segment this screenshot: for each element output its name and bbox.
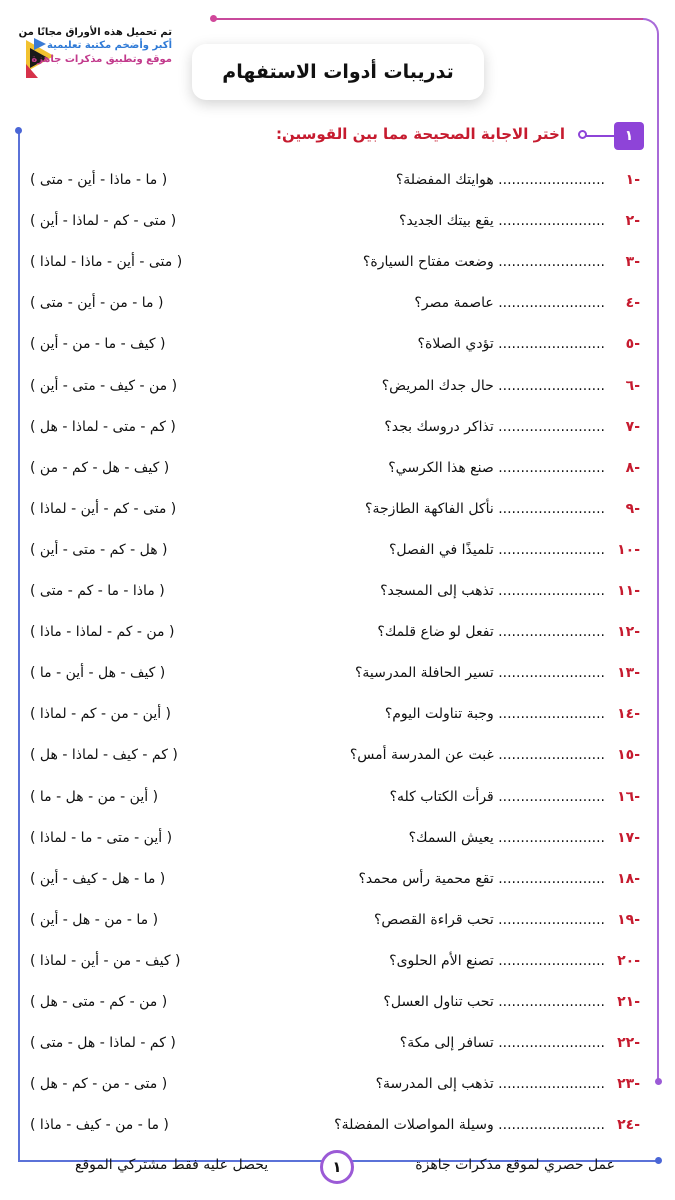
question-row [0, 291, 675, 321]
question-text: ........................ تؤدي الصلاة؟ [417, 336, 605, 353]
question-row [0, 867, 675, 897]
question-number: -٩ [625, 500, 640, 517]
question-row [0, 374, 675, 404]
question-options: ( كيف - ما - من - أين ) [30, 336, 166, 353]
question-row [0, 209, 675, 239]
question-number: -١٨ [617, 870, 640, 887]
question-options: ( ما - من - كيف - ماذا ) [30, 1117, 169, 1134]
question-options: ( من - كم - لماذا - ماذا ) [30, 624, 175, 641]
question-text: ........................ تصنع الأم الحلوى؟ [389, 952, 605, 969]
question-row [0, 620, 675, 650]
question-row [0, 250, 675, 280]
frame-dot [655, 1157, 662, 1164]
question-number: -٣ [625, 254, 640, 271]
question-row [0, 908, 675, 938]
question-options: ( هل - كم - متى - أين ) [30, 541, 168, 558]
question-row [0, 415, 675, 445]
exercise-number-badge: ١ [614, 122, 644, 150]
question-row [0, 661, 675, 691]
question-number: -٢١ [617, 994, 640, 1010]
question-text: ........................ تفعل لو ضاع قلمك؟ [377, 624, 605, 641]
logo-text-line: تم تحميل هذه الأوراق مجانًا من [18, 27, 172, 38]
question-number: -٧ [625, 418, 640, 435]
question-text: ........................ تذهب إلى المدرسة؟ [375, 1076, 605, 1093]
question-row [0, 1072, 675, 1102]
question-row [0, 1031, 675, 1061]
question-row [0, 990, 675, 1020]
question-number: -٢٠ [617, 952, 640, 969]
page-number: ١ [320, 1150, 354, 1184]
question-options: ( من - كم - متى - هل ) [30, 994, 168, 1010]
question-number: -٢٤ [617, 1117, 640, 1134]
question-row [0, 456, 675, 486]
question-row [0, 1113, 675, 1143]
question-text: ........................ تسير الحافلة المدرسية؟ [354, 665, 605, 682]
question-options: ( ما - من - هل - أين ) [30, 911, 159, 928]
question-options: ( أين - متى - ما - لماذا ) [30, 829, 173, 846]
question-options: ( ما - هل - كيف - أين ) [30, 870, 166, 887]
question-number: -١٤ [617, 706, 640, 723]
question-options: ( من - كيف - متى - أين ) [30, 377, 178, 394]
question-row [0, 332, 675, 362]
question-options: ( ماذا - ما - كم - متى ) [30, 583, 165, 599]
question-options: ( كم - متى - لماذا - هل ) [30, 418, 176, 435]
badge-connector [584, 135, 614, 137]
question-options: ( متى - كم - لماذا - أين ) [30, 213, 177, 230]
question-options: ( أين - من - كم - لماذا ) [30, 706, 172, 723]
page-title: تدريبات أدوات الاستفهام [222, 61, 454, 83]
question-number: -٦ [625, 377, 640, 394]
question-row [0, 497, 675, 527]
question-number: -١٦ [617, 788, 640, 805]
frame-top-line [214, 18, 644, 20]
question-options: ( متى - أين - ماذا - لماذا ) [30, 254, 183, 271]
question-text: ........................ غبت عن المدرسة أمس؟ [349, 747, 605, 764]
question-text: ........................ نأكل الفاكهة الطازجة؟ [365, 500, 605, 517]
question-options: ( كم - لماذا - هل - متى ) [30, 1035, 176, 1052]
question-row [0, 949, 675, 979]
question-number: -٤ [625, 295, 640, 312]
question-text: ........................ تحب قراءة القصص؟ [373, 911, 605, 928]
question-number: -١٠ [617, 541, 640, 558]
badge-connector-dot [578, 130, 587, 139]
question-options: ( كيف - هل - أين - ما ) [30, 665, 166, 682]
question-options: ( متى - كم - أين - لماذا ) [30, 500, 177, 517]
question-options: ( ما - من - أين - متى ) [30, 295, 164, 312]
question-number: -٨ [625, 459, 640, 476]
exercise-instruction: اختر الاجابة الصحيحة مما بين القوسين: [276, 125, 565, 143]
question-text: ........................ وسيلة المواصلات المفضلة؟ [334, 1117, 605, 1134]
question-text: ........................ هوايتك المفضلة؟ [395, 172, 605, 188]
question-row [0, 785, 675, 815]
question-text: ........................ وجبة تناولت اليوم؟ [384, 706, 605, 723]
frame-dot [15, 127, 22, 134]
question-options: ( كيف - من - أين - لماذا ) [30, 952, 181, 969]
question-text: ........................ تقع محمية رأس محمد؟ [358, 870, 605, 887]
question-text: ........................ عاصمة مصر؟ [414, 295, 605, 312]
question-options: ( متى - من - كم - هل ) [30, 1076, 168, 1093]
question-row [0, 168, 675, 198]
question-number: -١٢ [617, 624, 640, 641]
question-number: -١٩ [617, 911, 640, 928]
question-number: -١١ [617, 583, 640, 599]
question-text: ........................ حال جدك المريض؟ [381, 377, 605, 394]
question-number: -٢٣ [617, 1076, 640, 1093]
question-text: ........................ قرأت الكتاب كله؟ [389, 788, 605, 805]
question-number: -١ [625, 172, 640, 188]
question-text: ........................ يقع بيتك الجديد؟ [399, 213, 605, 230]
site-logo [18, 26, 172, 82]
footer-credit: عمل حصري لموقع مذكرات جاهزة [415, 1157, 615, 1173]
question-number: -١٧ [617, 829, 640, 846]
logo-text-line: موقع وتطبيق مذكرات جاهزة [31, 54, 172, 65]
question-options: ( كم - كيف - لماذا - هل ) [30, 747, 178, 764]
question-text: ........................ وضعت مفتاح السيارة؟ [362, 254, 605, 271]
question-row [0, 826, 675, 856]
question-number: -١٥ [617, 747, 640, 764]
question-number: -٢٢ [617, 1035, 640, 1052]
footer-subscribers-note: يحصل عليه فقط مشتركي الموقع [75, 1157, 269, 1173]
question-row [0, 743, 675, 773]
question-text: ........................ يعيش السمك؟ [408, 829, 605, 846]
question-number: -٥ [625, 336, 640, 353]
question-number: -٢ [625, 213, 640, 230]
frame-dot [210, 15, 217, 22]
logo-text-line: أكبر وأضخم مكتبة تعليمية [47, 40, 172, 51]
question-row [0, 579, 675, 609]
question-text: ........................ صنع هذا الكرسي؟ [388, 459, 605, 476]
question-row [0, 702, 675, 732]
question-row [0, 538, 675, 568]
question-options: ( أين - من - هل - ما ) [30, 788, 159, 805]
question-options: ( ما - ماذا - أين - متى ) [30, 172, 168, 188]
question-text: ........................ تسافر إلى مكة؟ [399, 1035, 605, 1052]
question-text: ........................ تلميذًا في الفصل؟ [388, 541, 605, 558]
title-box [192, 44, 484, 100]
question-options: ( كيف - هل - كم - من ) [30, 459, 170, 476]
question-number: -١٣ [617, 665, 640, 682]
question-text: ........................ تذهب إلى المسجد؟ [380, 583, 605, 599]
question-text: ........................ تذاكر دروسك بجد؟ [384, 418, 605, 435]
question-text: ........................ تحب تناول العسل؟ [383, 994, 605, 1010]
